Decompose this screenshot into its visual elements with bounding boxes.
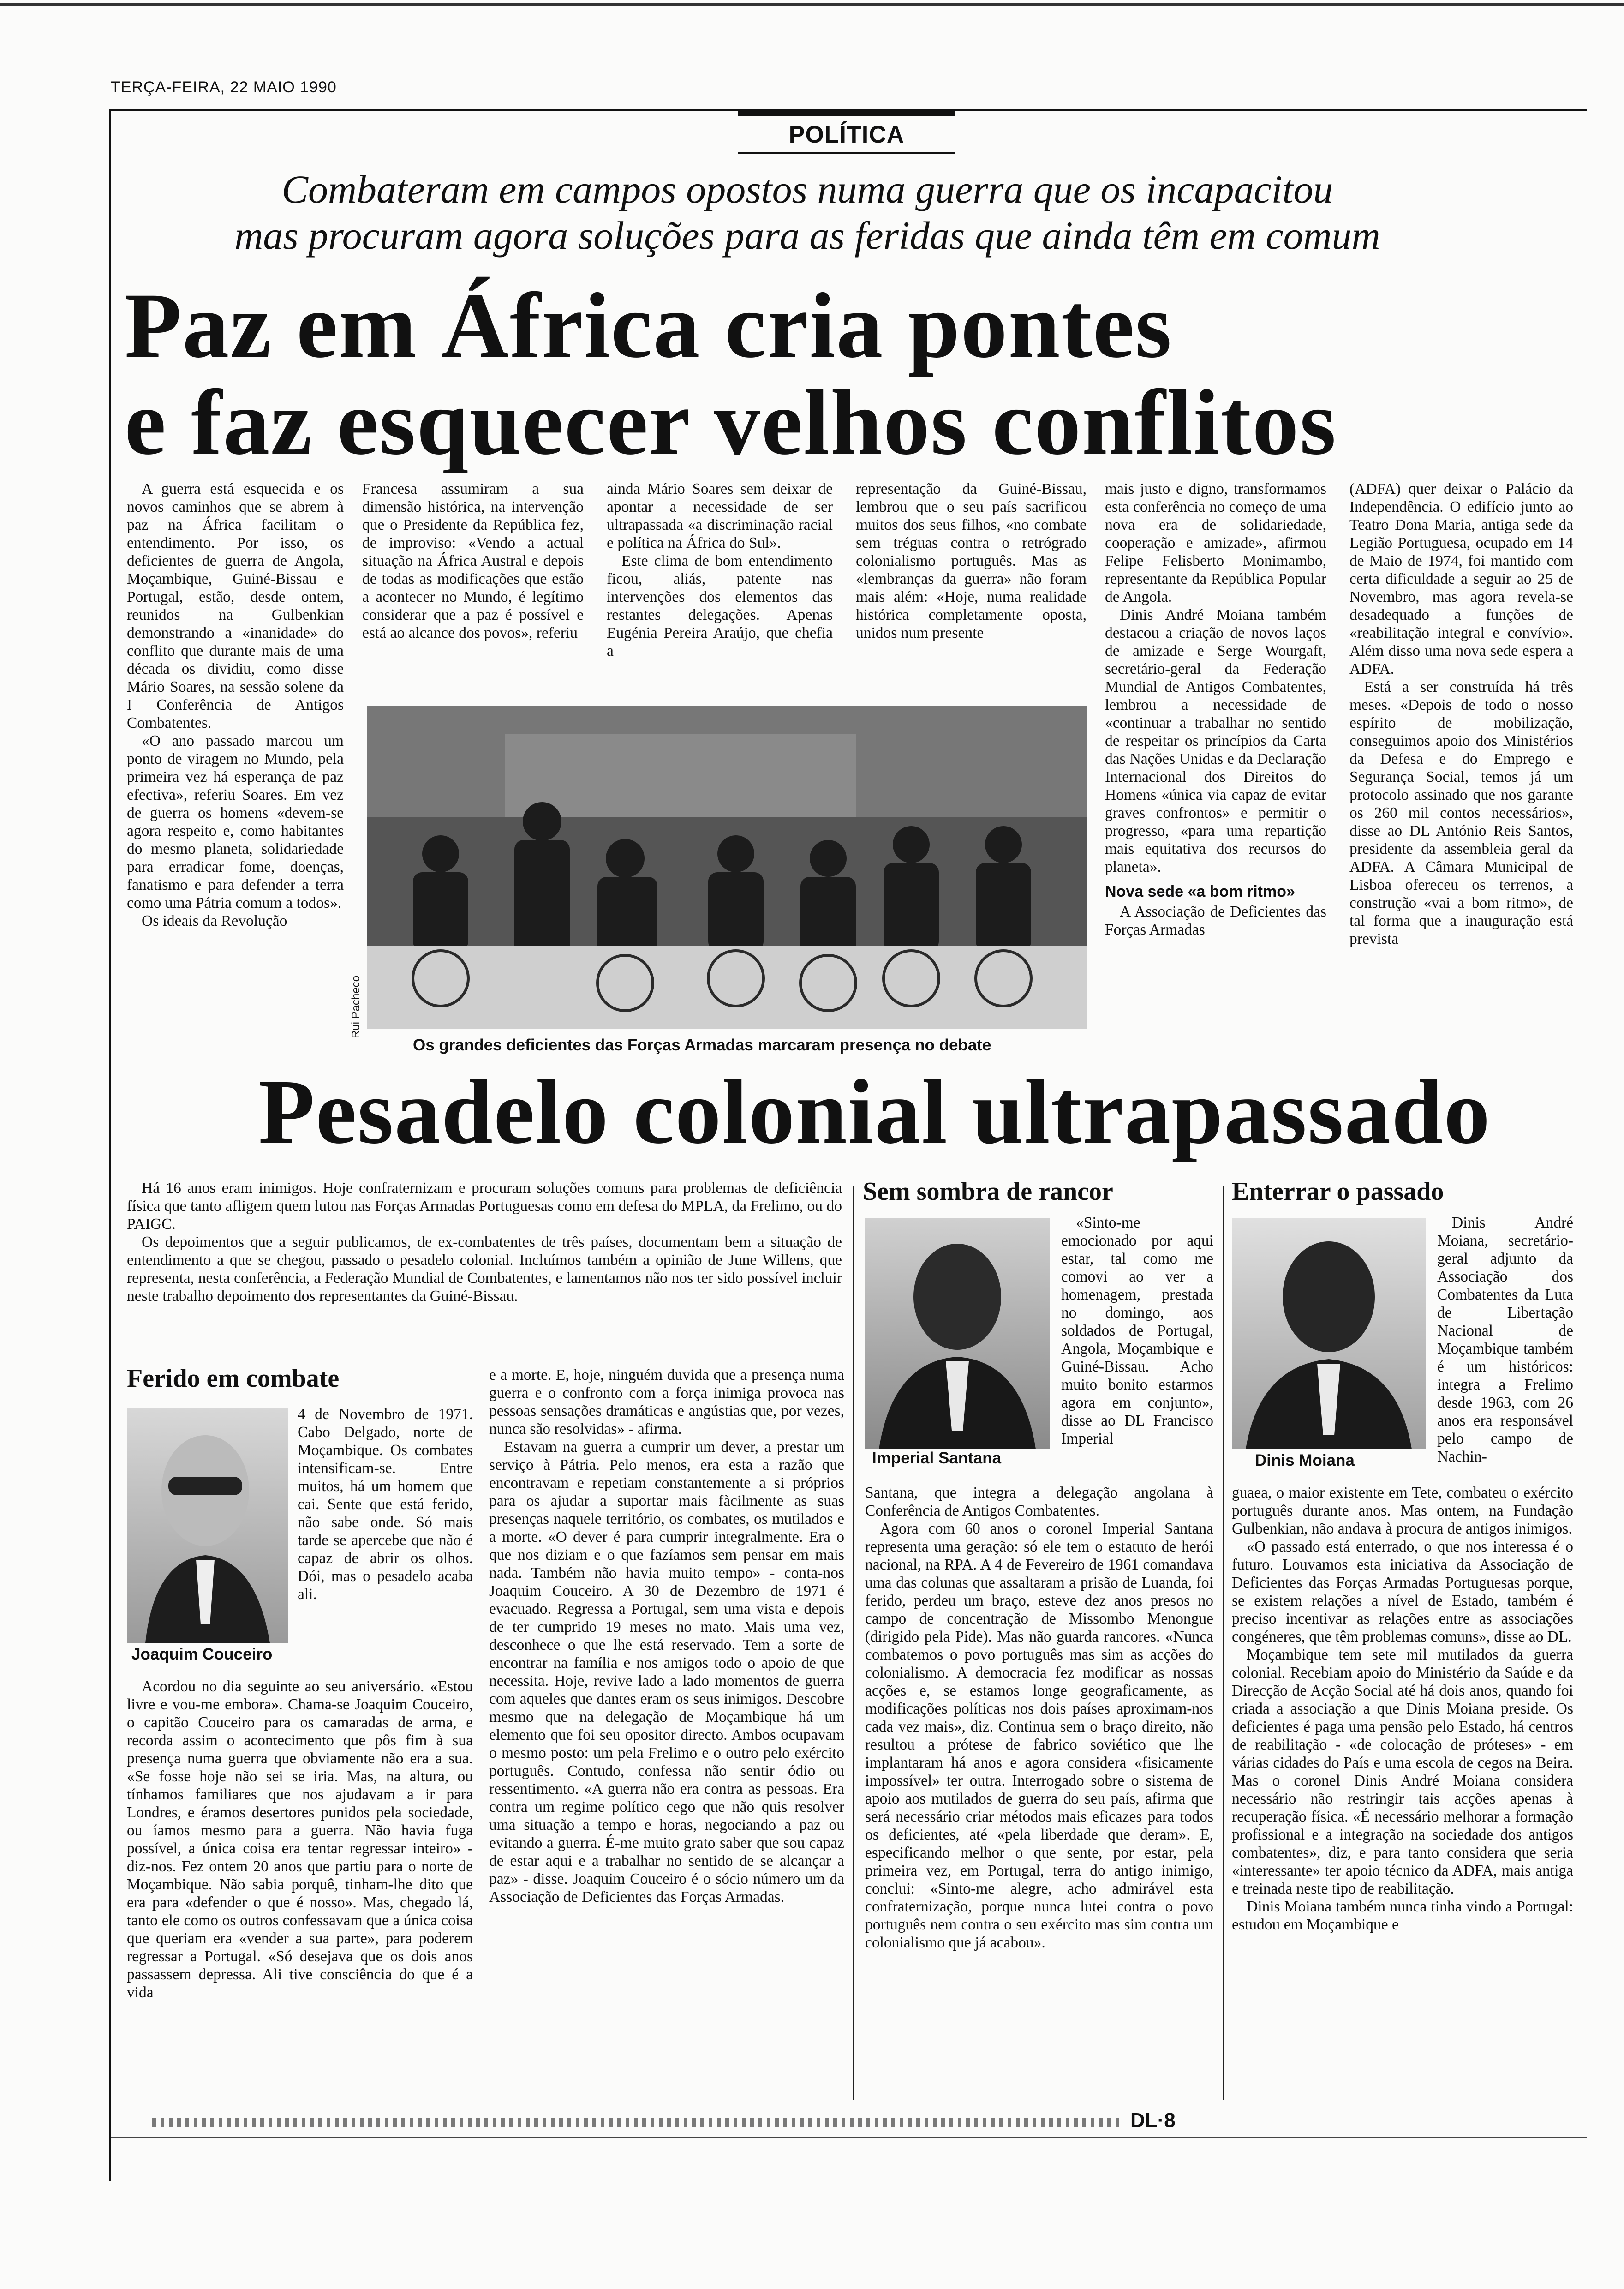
- enterrar-rest: [1232, 1484, 1573, 1934]
- enterrar-beside-photo: [1437, 1214, 1573, 1466]
- dateline: TERÇA-FEIRA, 22 MAIO 1990: [111, 78, 337, 96]
- headline-line-2: e faz esquecer velhos conflitos: [125, 371, 1337, 474]
- page-top-rule: [0, 3, 1624, 6]
- group-photo-caption: Os grandes deficientes das Forças Armadas marcaram presença no debate: [413, 1036, 991, 1054]
- headline-line-1: Paz em África cria pontes: [125, 274, 1173, 377]
- paragraph: A guerra está esquecida e os novos caminhos que se abrem à paz na África facilitam o entendimento. Por isso, os deficientes de guerra de Angola, Moçambique, Guiné-Bissau e Portugal, estão, desde ontem, reunidos na Gulbenkian demonstrando a «inanidade» do conflito que durante mais de uma década os dividiu, como disse Mário Soares, na sessão solene da I Conferência de Antigos Combatentes.: [127, 480, 344, 731]
- photo-credit: Rui Pacheco: [350, 975, 362, 1038]
- subhead-nova-sede: Nova sede «a bom ritmo»: [1105, 883, 1295, 900]
- paragraph: Está a ser construída há três meses. «Depois de todo o nosso espírito de mobilização, conseguimos apoio dos Ministérios da Defesa e do Emprego e Segurança Social, temos já um protocolo assinado que nos garante os 260 mil contos necessários», disse ao DL António Reis Santos, presidente da assembleia geral da ADFA. A Câmara Municipal de Lisboa ofereceu os terrenos, a construção «vai a bom ritmo», de tal forma que a inauguração está prevista: [1349, 678, 1573, 947]
- group-photo-figures: [367, 706, 1087, 1029]
- subhead-ferido: Ferido em combate: [127, 1364, 340, 1393]
- paragraph: Dinis André Moiana, secretário-geral adjunto da Associação dos Combatentes da Luta de Libertação Nacional de Moçambique também é um históricos: integra a Frelimo desde 1963, com 26 anos era responsável pelo campo de Nachin-: [1437, 1214, 1573, 1465]
- paragraph: Moçambique tem sete mil mutilados da guerra colonial. Recebiam apoio do Ministério da Saúde e da Direcção de Acção Social até há dois anos, quando foi criada a associação a que Dinis Moiana preside. Os deficientes é paga uma pensão pelo Estado, há centros de reabilitação - «de colocação de próteses» - em várias cidades do País e uma escola de cegos na Beira. Mas o coronel Dinis André Moiana considera necessário não restringir tais acções apenas à recuperação física. «É necessário melhorar a formação profissional e a integração na sociedade dos antigos combatentes», diz, e para tanto considera que seria «interessante» ter apoio técnico da ADFA, mais antiga e treinada neste tipo de reabilitação.: [1232, 1646, 1573, 1897]
- deck-line-1: Combateram em campos opostos numa guerra que os incapacitou: [281, 167, 1333, 211]
- paragraph: «O passado está enterrado, o que nos interessa é o futuro. Louvamos esta iniciativa da Associação de Deficientes das Forças Armadas Portuguesas porque, se existem relações a nível de Estado, também é preciso incentivar as relações entre as associações congéneres, que têm problemas comuns», disse ao DL.: [1232, 1538, 1573, 1645]
- footer-dotted-rule: [152, 2118, 1121, 2127]
- ferido-col1-rest: [127, 1678, 473, 2001]
- paragraph: Este clima de bom entendimento ficou, aliás, patente nas intervenções dos elementos das restantes delegações. Apenas Eugénia Pereira Araújo, que chefia a: [607, 552, 833, 659]
- portrait-couceiro-figure: [127, 1408, 288, 1643]
- deck-line-2: mas procuram agora soluções para as feridas que ainda têm em comum: [234, 213, 1380, 258]
- paragraph: «O ano passado marcou um ponto de viragem no Mundo, pela primeira vez há esperança de paz efectiva», referiu Soares. Em vez de guerra os homens «devem-se agora respeito e, como habitantes do mesmo planeta, solidariedade para erradicar fome, doenças, fanatismo e para defender a terra como uma Pátria comum a todos».: [127, 732, 344, 911]
- article1-col4: [856, 480, 1087, 642]
- paragraph: mais justo e digno, transformamos esta conferência no começo de uma nova era de solidariedade, cooperação e amizade», afirmou Felipe Felisberto Monimambo, representante da República Popular de Angola.: [1105, 480, 1326, 605]
- paragraph: Os ideais da Revolução: [142, 912, 287, 929]
- paragraph: guaea, o maior existente em Tete, combateu o exército português durante anos. Mas ontem, na Fundação Gulbenkian, não andava à procura de antigos inimigos.: [1232, 1484, 1573, 1537]
- frame-left-rule: [109, 109, 111, 2181]
- rancor-rest: [865, 1484, 1213, 1952]
- paragraph: representação da Guiné-Bissau, lembrou que o seu país sacrificou muitos dos seus filhos, «no combate sem tréguas contra o retrógrado colonialismo português. Mas as «lembranças da guerra» não foram mais além: «Hoje, numa realidade histórica completamente oposta, unidos num presente: [856, 480, 1087, 641]
- rancor-beside-photo: [1061, 1214, 1213, 1448]
- portrait-moiana: [1232, 1218, 1426, 1449]
- paragraph: (ADFA) quer deixar o Palácio da Independência. O edifício junto ao Teatro Dona Maria, antiga sede da Legião Portuguesa, ocupado em 14 de Maio de 1974, foi mantido com certa dificuldade a seguir ao 25 de Novembro, mas agora revela-se desadequado a funções de «reabilitação integral e convívio». Além disso uma nova sede espera a ADFA.: [1349, 480, 1573, 677]
- portrait-couceiro: [127, 1408, 288, 1643]
- paragraph: Francesa assumiram a sua dimensão histórica, na intervenção que o Presidente da República fez, de improviso: «Vendo a actual situação na África Austral e depois de todas as modificações que estão a acontecer no Mundo, é legítimo considerar que a paz é possível e está ao alcance dos povos», referiu: [362, 480, 584, 641]
- portrait-santana-figure: [865, 1218, 1050, 1449]
- ferido-beside-photo: [298, 1405, 473, 1603]
- caption-couceiro: Joaquim Couceiro: [131, 1645, 273, 1663]
- paragraph: Dinis André Moiana também destacou a criação de novos laços de amizade e Serge Wourgaft, secretário-geral da Federação Mundial de Antigos Combatentes, lembrou a necessidade de «continuar a trabalhar no sentido de respeitar os princípios da Carta das Nações Unidas e da Declaração Internacional dos Direitos do Homens «única via capaz de evitar graves confrontos» e permitir o progresso, «para uma repartição mais equitativa dos recursos do planeta».: [1105, 606, 1326, 875]
- subhead-rancor: Sem sombra de rancor: [863, 1177, 1113, 1206]
- paragraph: Há 16 anos eram inimigos. Hoje confraternizam e procuram soluções comuns para problemas de deficiência física que tanto afligem quem lutou nas Forças Armadas Portuguesas como em defesa do MPLA, da Frelimo, ou do PAIGC.: [127, 1180, 842, 1233]
- subhead-enterrar: Enterrar o passado: [1232, 1177, 1444, 1206]
- article1-col2: [362, 480, 584, 642]
- headline-pesadelo: Pesadelo colonial ultrapassado: [258, 1061, 1491, 1163]
- article2-intro: [127, 1179, 842, 1305]
- group-photo: [367, 706, 1087, 1029]
- ferido-col2: [489, 1366, 844, 1906]
- column-rule: [853, 1186, 854, 2100]
- paragraph: e a morte. E, hoje, ninguém duvida que a presença numa guerra e o confronto com a força inimiga provoca nas pessoas sensações dramáticas e angústias que, por vezes, nunca são resolvidas» - afirma.: [489, 1366, 844, 1438]
- article1-col1: [127, 480, 344, 930]
- article1-col5: [1105, 480, 1326, 939]
- paragraph: Dinis Moiana também nunca tinha vindo a Portugal: estudou em Moçambique e: [1232, 1898, 1573, 1933]
- portrait-santana: [865, 1218, 1050, 1449]
- paragraph: Os depoimentos que a seguir publicamos, de ex-combatentes de três países, documentam bem a situação de entendimento a que se chegou, passado o pesadelo colonial. Incluímos também a opinião de June Willens, que representa, nesta conferência, a Federação Mundial de Combatentes, e lamentamos não nos ter sido possível incluir neste trabalho depoimento dos representantes da Guiné-Bissau.: [127, 1234, 842, 1305]
- paragraph: ainda Mário Soares sem deixar de apontar a necessidade de ser ultrapassada «a discriminação racial e política na África do Sul».: [607, 480, 833, 551]
- paragraph: 4 de Novembro de 1971. Cabo Delgado, norte de Moçambique. Os combates intensificam-se. Entre muitos, há um homem que cai. Sente que está ferido, não sabe onde. Só mais tarde se apercebe que não é capaz de abrir os olhos. Dói, mas o pesadelo acaba ali.: [298, 1406, 473, 1603]
- article1-col3: [607, 480, 833, 660]
- paragraph: Acordou no dia seguinte ao seu aniversário. «Estou livre e vou-me embora». Chama-se Joaquim Couceiro, o capitão Couceiro para os camaradas de arma, e recorda assim o acontecimento que pôs fim à sua presença numa guerra que obviamente não era a sua. «Se fosse hoje não sei se iria. Mas, na altura, ou tínhamos familiares que nos ajudavam a ir para Londres, e éramos desertores punidos pela sociedade, ou íamos mesmo para a guerra. Não havia fuga possível, a única coisa era tentar regressar inteiro» - diz-nos. Fez ontem 20 anos que partiu para o norte de Moçambique. Não sabia porquê, tinham-lhe dito que era para «defender o que é nosso». Mas, chegado lá, tanto ele como os outros confessavam que a única coisa que queriam era «vender a sua parte», para poderem regressar a Portugal. «Só desejava que os dois anos passassem depressa. Ali tive consciência do que é a vida: [127, 1678, 473, 2001]
- frame-bottom-rule: [111, 2137, 1587, 2138]
- section-underline: [738, 152, 955, 154]
- caption-santana: Imperial Santana: [872, 1449, 1002, 1467]
- section-label: POLÍTICA: [788, 121, 905, 148]
- paragraph: A Associação de Deficientes das Forças Armadas: [1105, 903, 1326, 938]
- caption-moiana: Dinis Moiana: [1255, 1451, 1355, 1469]
- paragraph: Agora com 60 anos o coronel Imperial Santana representa uma geração: só ele tem o estatuto de herói nacional, na RPA. A 4 de Fevereiro de 1961 comandava uma das colunas que assaltaram a prisão de Luanda, foi ferido, perdeu um braço, esteve dez anos presos no campo de concentração de Missombo Menongue (dirigido pela Pide). Mas não guarda rancores. «Nunca combatemos o povo português mas sim as acções do colonialismo. A democracia fez modificar as nossas acções e, se estamos longe geograficamente, as modificações políticas nos dois países aproximam-nos cada vez mais», diz. Continua sem o braço direito, não resultou a prótese de fabrico soviético que lhe implantaram há anos e agora considera «fisicamente impossível» ter outra. Interrogado sobre o sistema de apoio aos mutilados de guerra do seu país, afirma que será necessário criar métodos mais eficazes para todos os deficientes, até «pela liberdade que deram». E, especificando melhor o que sente, por estar, pela primeira vez, em Portugal, terra do antigo inimigo, conclui: «Sinto-me alegre, acho admirável esta confraternização, porque nunca lutei contra o povo português nem contra o seu exército mas sim contra um colonialismo que já acabou».: [865, 1520, 1213, 1951]
- paragraph: Estavam na guerra a cumprir um dever, a prestar um serviço à Pátria. Pelo menos, era esta a razão que encontravam e repetiam constantemente a si próprios para os ajudar a suportar mais fàcilmente as suas presenças naquele território, os combates, os mutilados e a morte. «O dever é para cumprir integralmente. Era o que nos diziam e o que fazíamos sem pensar em mais nada. Também não havia muito tempo» - conta-nos Joaquim Couceiro. A 30 de Dezembro de 1971 é evacuado. Regressa a Portugal, sem uma vista e depois de ter cumprido 19 meses no mato. Mais uma vez, desconhece o que lhe está reservado. Tem a sorte de encontrar na família e nos amigos todo o apoio de que necessita. Hoje, revive lado a lado momentos de guerra com aqueles que dantes eram os seus inimigos. Descobre mesmo que na delegação de Moçambique há um elemento que foi seu opositor directo. Ambos ocupavam o mesmo posto: um pela Frelimo e o outro pelo exército português. Contudo, confessa não sentir ódio ou ressentimento. «A guerra não era contra as pessoas. Era contra um regime político cego que não quis resolver uma situação a tempo e horas, negociando a paz ou evitando a guerra. É-me muito grato saber que sou capaz de estar aqui e a trabalhar no sentido de se alcançar a paz» - disse. Joaquim Couceiro é o sócio número um da Associação de Deficientes das Forças Armadas.: [489, 1438, 844, 1906]
- paragraph: Santana, que integra a delegação angolana à Conferência de Antigos Combatentes.: [865, 1484, 1213, 1519]
- paragraph: «Sinto-me emocionado por aqui estar, tal como me comovi ao ver a homenagem, prestada no domingo, aos soldados de Portugal, Angola, Moçambique e Guiné-Bissau. Acho muito bonito estarmos agora em conjunto», disse ao DL Francisco Imperial: [1061, 1214, 1213, 1447]
- article1-col6: [1349, 480, 1573, 948]
- portrait-moiana-figure: [1232, 1218, 1426, 1449]
- column-rule: [1223, 1186, 1224, 2100]
- footer-logo: DL·8: [1130, 2109, 1176, 2132]
